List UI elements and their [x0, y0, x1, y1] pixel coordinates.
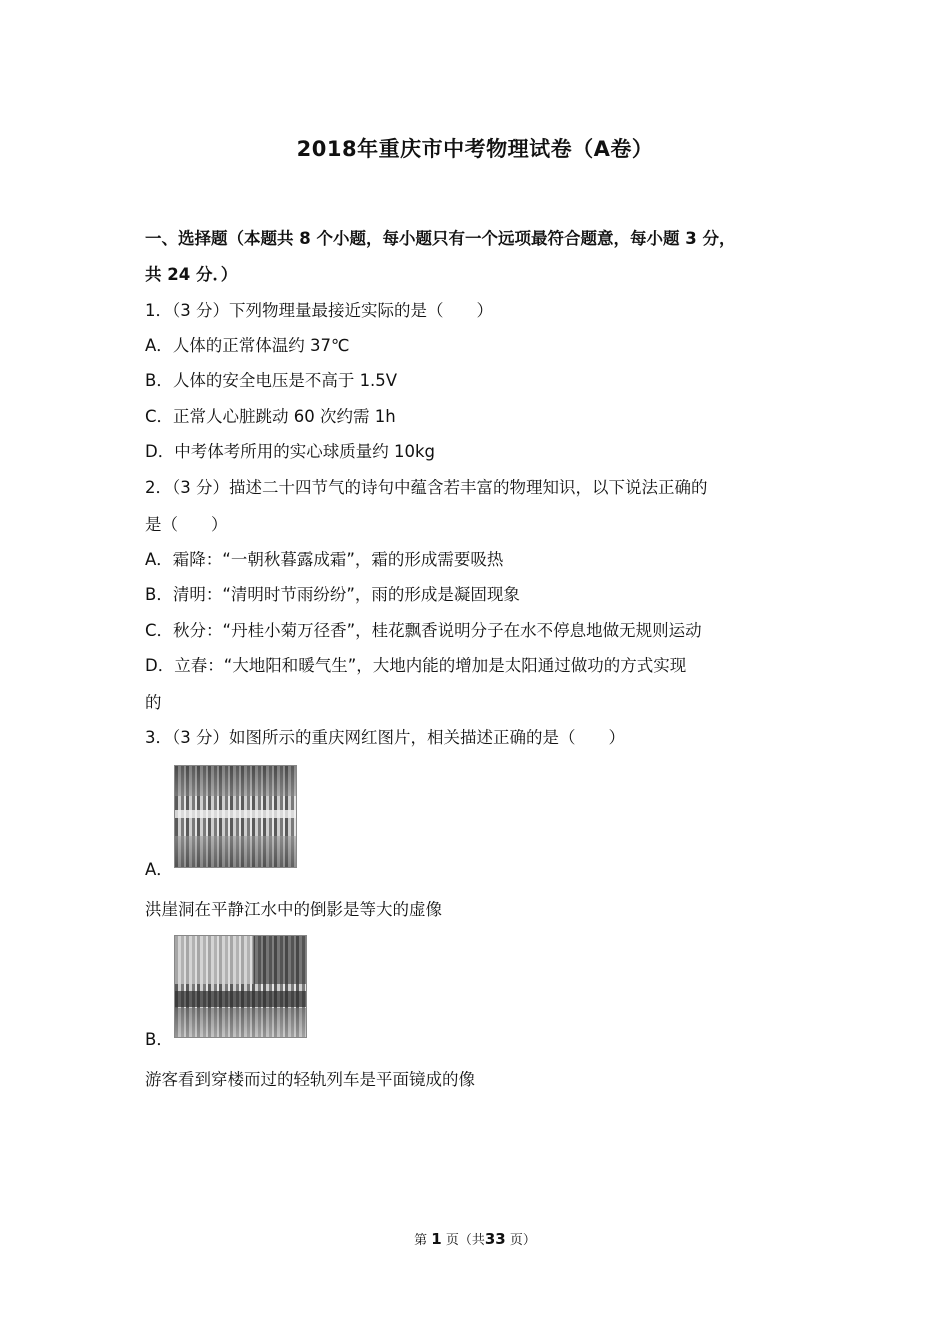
page-title: 2018年重庆市中考物理试卷（A卷）	[296, 137, 654, 161]
question-1-option-d: D．中考体考所用的实心球质量约 10kg	[145, 442, 435, 461]
question-3-option-b-text: 游客看到穿楼而过的轻轨列车是平面镜成的像	[145, 1070, 475, 1089]
question-2-stem-line-1: 2．（3 分）描述二十四节气的诗句中蕴含若丰富的物理知识，以下说法正确的	[145, 478, 708, 497]
question-2-option-d-line-1: D．立春：“大地阳和暖气生”，大地内能的增加是太阳通过做功的方式实现	[145, 656, 687, 675]
footer-page-number: 1	[431, 1230, 442, 1248]
question-1-stem: 1．（3 分）下列物理量最接近实际的是（ ）	[145, 301, 493, 320]
light-rail-building-photo	[174, 935, 307, 1038]
question-2-option-d-line-2: 的	[145, 693, 162, 712]
question-3-option-a-text: 洪崖洞在平静江水中的倒影是等大的虚像	[145, 900, 442, 919]
hongyadong-reflection-photo	[174, 765, 297, 868]
question-3-stem: 3．（3 分）如图所示的重庆网红图片，相关描述正确的是（ ）	[145, 728, 625, 747]
footer-suffix: 页）	[509, 1233, 536, 1248]
question-2-stem-line-2: 是（ ）	[145, 515, 228, 534]
footer-total-pages: 33	[484, 1230, 506, 1248]
question-3-option-a-label: A．	[145, 860, 173, 879]
question-3-option-b-label: B．	[145, 1030, 173, 1049]
question-1-option-c: C．正常人心脏跳动 60 次约需 1h	[145, 407, 396, 426]
section-heading-line-2: 共 24 分．）	[145, 265, 238, 284]
question-2-option-b: B．清明：“清明时节雨纷纷”，雨的形成是凝固现象	[145, 585, 520, 604]
section-heading-line-1: 一、选择题（本题共 8 个小题，每小题只有一个远项最符合题意，每小题 3 分，	[145, 229, 736, 248]
question-1-option-a: A．人体的正常体温约 37℃	[145, 336, 350, 355]
page-footer	[0, 1229, 950, 1248]
question-1-option-b: B．人体的安全电压是不高于 1.5V	[145, 371, 398, 390]
footer-mid: 页（共	[445, 1233, 485, 1248]
question-2-option-c: C．秋分：“丹桂小菊万径香”，桂花飘香说明分子在水不停息地做无规则运动	[145, 621, 702, 640]
question-2-option-a: A．霜降：“一朝秋暮露成霜”，霜的形成需要吸热	[145, 550, 504, 569]
footer-prefix: 第	[414, 1233, 428, 1248]
